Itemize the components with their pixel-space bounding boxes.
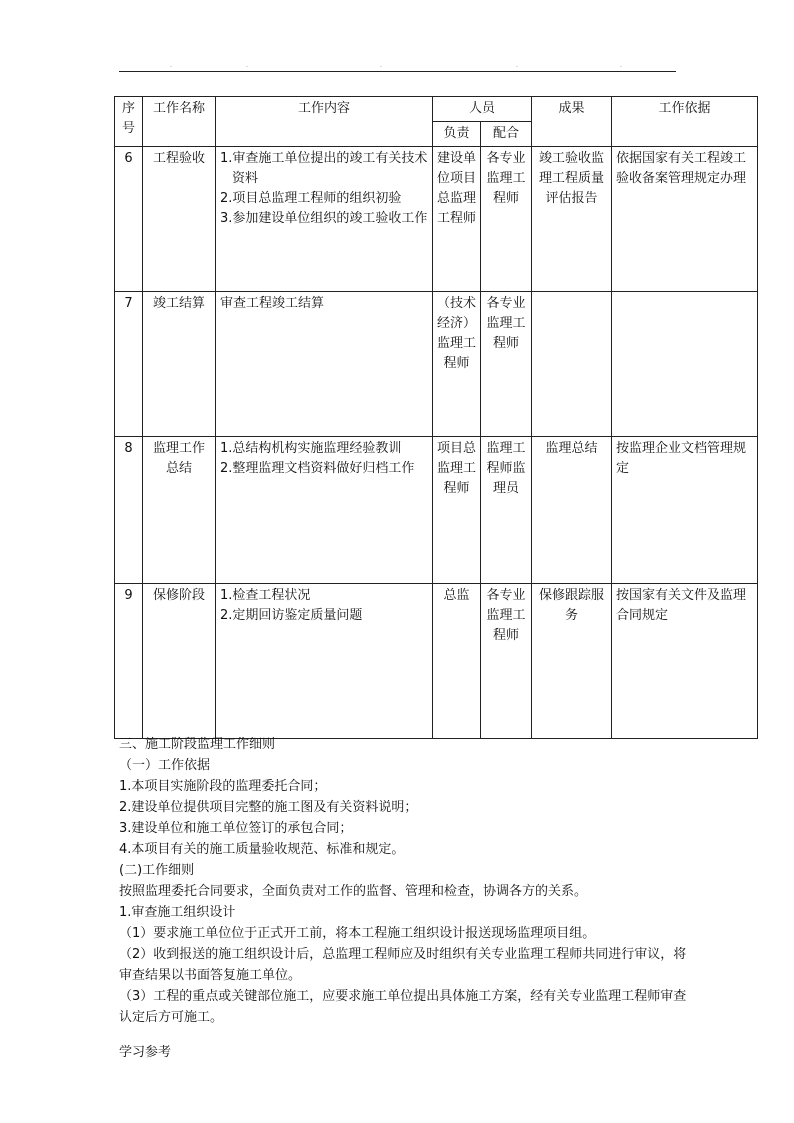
row-seq: 9 [115, 584, 143, 739]
header-dot: · [516, 64, 518, 71]
row-cooperate: 各专业监理工程师 [481, 584, 532, 739]
content-item: 3.参加建设单位组织的竣工验收工作 [220, 211, 428, 226]
table-header-row [115, 97, 758, 122]
header-rule [119, 71, 676, 72]
content-item: 1.审查施工单位提出的竣工有关技术资料 [220, 151, 428, 186]
content-item: 1.检查工程状况 [220, 588, 311, 603]
header-name: 工作名称 [143, 97, 216, 147]
item-point: （3）工程的重点或关键部位施工，应要求施工单位提出具体施工方案，经有关专业监理工程师审查认定后方可施工。 [119, 989, 687, 1025]
row-cooperate: 各专业监理工程师 [481, 147, 532, 292]
row-cooperate: 各专业监理工程师 [481, 292, 532, 437]
row-content [216, 147, 433, 292]
row-name: 监理工作总结 [143, 437, 216, 584]
header-cooperate: 配合 [481, 122, 532, 147]
row-content [216, 437, 433, 584]
row-responsible: 建设单位项目总监理工程师 [433, 147, 481, 292]
basis-item: 4.本项目有关的施工质量验收规范、标准和规定。 [119, 842, 405, 857]
row-basis: 按监理企业文档管理规定 [612, 437, 758, 584]
header-personnel: 人员 [433, 97, 532, 122]
header-content: 工作内容 [216, 97, 433, 147]
row-name: 保修阶段 [143, 584, 216, 739]
item-title: 1.审查施工组织设计 [119, 905, 236, 920]
content-item: 2.整理监理文档资料做好归档工作 [220, 461, 415, 476]
item-point: （1）要求施工单位位于正式开工前，将本工程施工组织设计报送现场监理项目组。 [119, 926, 596, 941]
work-table [114, 96, 758, 739]
header-basis: 工作依据 [612, 97, 758, 147]
basis-item: 2.建设单位提供项目完整的施工图及有关资料说明； [119, 800, 418, 815]
row-content [216, 584, 433, 739]
row-result: 监理总结 [532, 437, 612, 584]
row-cooperate: 监理工程师监理员 [481, 437, 532, 584]
content-item: 审查工程竣工结算 [220, 296, 325, 311]
row-responsible: 项目总监理工程师 [433, 437, 481, 584]
table-row [115, 437, 758, 584]
row-result [532, 292, 612, 437]
row-basis: 依据国家有关工程竣工验收备案管理规定办理 [612, 147, 758, 292]
content-item: 2.项目总监理工程师的组织初验 [220, 191, 402, 206]
row-basis: 按国家有关文件及监理合同规定 [612, 584, 758, 739]
subsection-title: (二)工作细则 [119, 863, 195, 878]
item-point: （2）收到报送的施工组织设计后，总监理工程师应及时组织有关专业监理工程师共同进行审议，将审查结果以书面答复施工单位。 [119, 947, 687, 983]
table-row [115, 147, 758, 292]
intro-paragraph: 按照监理委托合同要求，全面负责对工作的监督、管理和检查，协调各方的关系。 [119, 884, 588, 899]
header-dot: · [170, 64, 172, 71]
header-dot: · [246, 64, 248, 71]
subsection-title: （一）工作依据 [119, 758, 211, 773]
body-section [119, 734, 689, 1028]
section-title: 三、施工阶段监理工作细则 [119, 737, 276, 752]
page-footer: 学习参考 [119, 1045, 172, 1060]
row-content [216, 292, 433, 437]
row-responsible: （技术经济）监理工程师 [433, 292, 481, 437]
row-responsible: 总监 [433, 584, 481, 739]
row-result: 竣工验收监理工程质量评估报告 [532, 147, 612, 292]
content-item: 2.定期回访鉴定质量问题 [220, 608, 363, 623]
row-result: 保修跟踪服务 [532, 584, 612, 739]
row-basis [612, 292, 758, 437]
row-seq: 8 [115, 437, 143, 584]
content-item: 1.总结构机构实施监理经验教训 [220, 441, 402, 456]
header-seq: 序号 [115, 97, 143, 147]
row-name: 工程验收 [143, 147, 216, 292]
basis-item: 1.本项目实施阶段的监理委托合同； [119, 779, 327, 794]
row-name: 竣工结算 [143, 292, 216, 437]
table-row [115, 292, 758, 437]
row-seq: 6 [115, 147, 143, 292]
table-row [115, 584, 758, 739]
header-responsible: 负责 [433, 122, 481, 147]
basis-item: 3.建设单位和施工单位签订的承包合同； [119, 821, 353, 836]
header-dot: · [380, 64, 382, 71]
row-seq: 7 [115, 292, 143, 437]
header-result: 成果 [532, 97, 612, 147]
header-dot: · [620, 64, 622, 71]
